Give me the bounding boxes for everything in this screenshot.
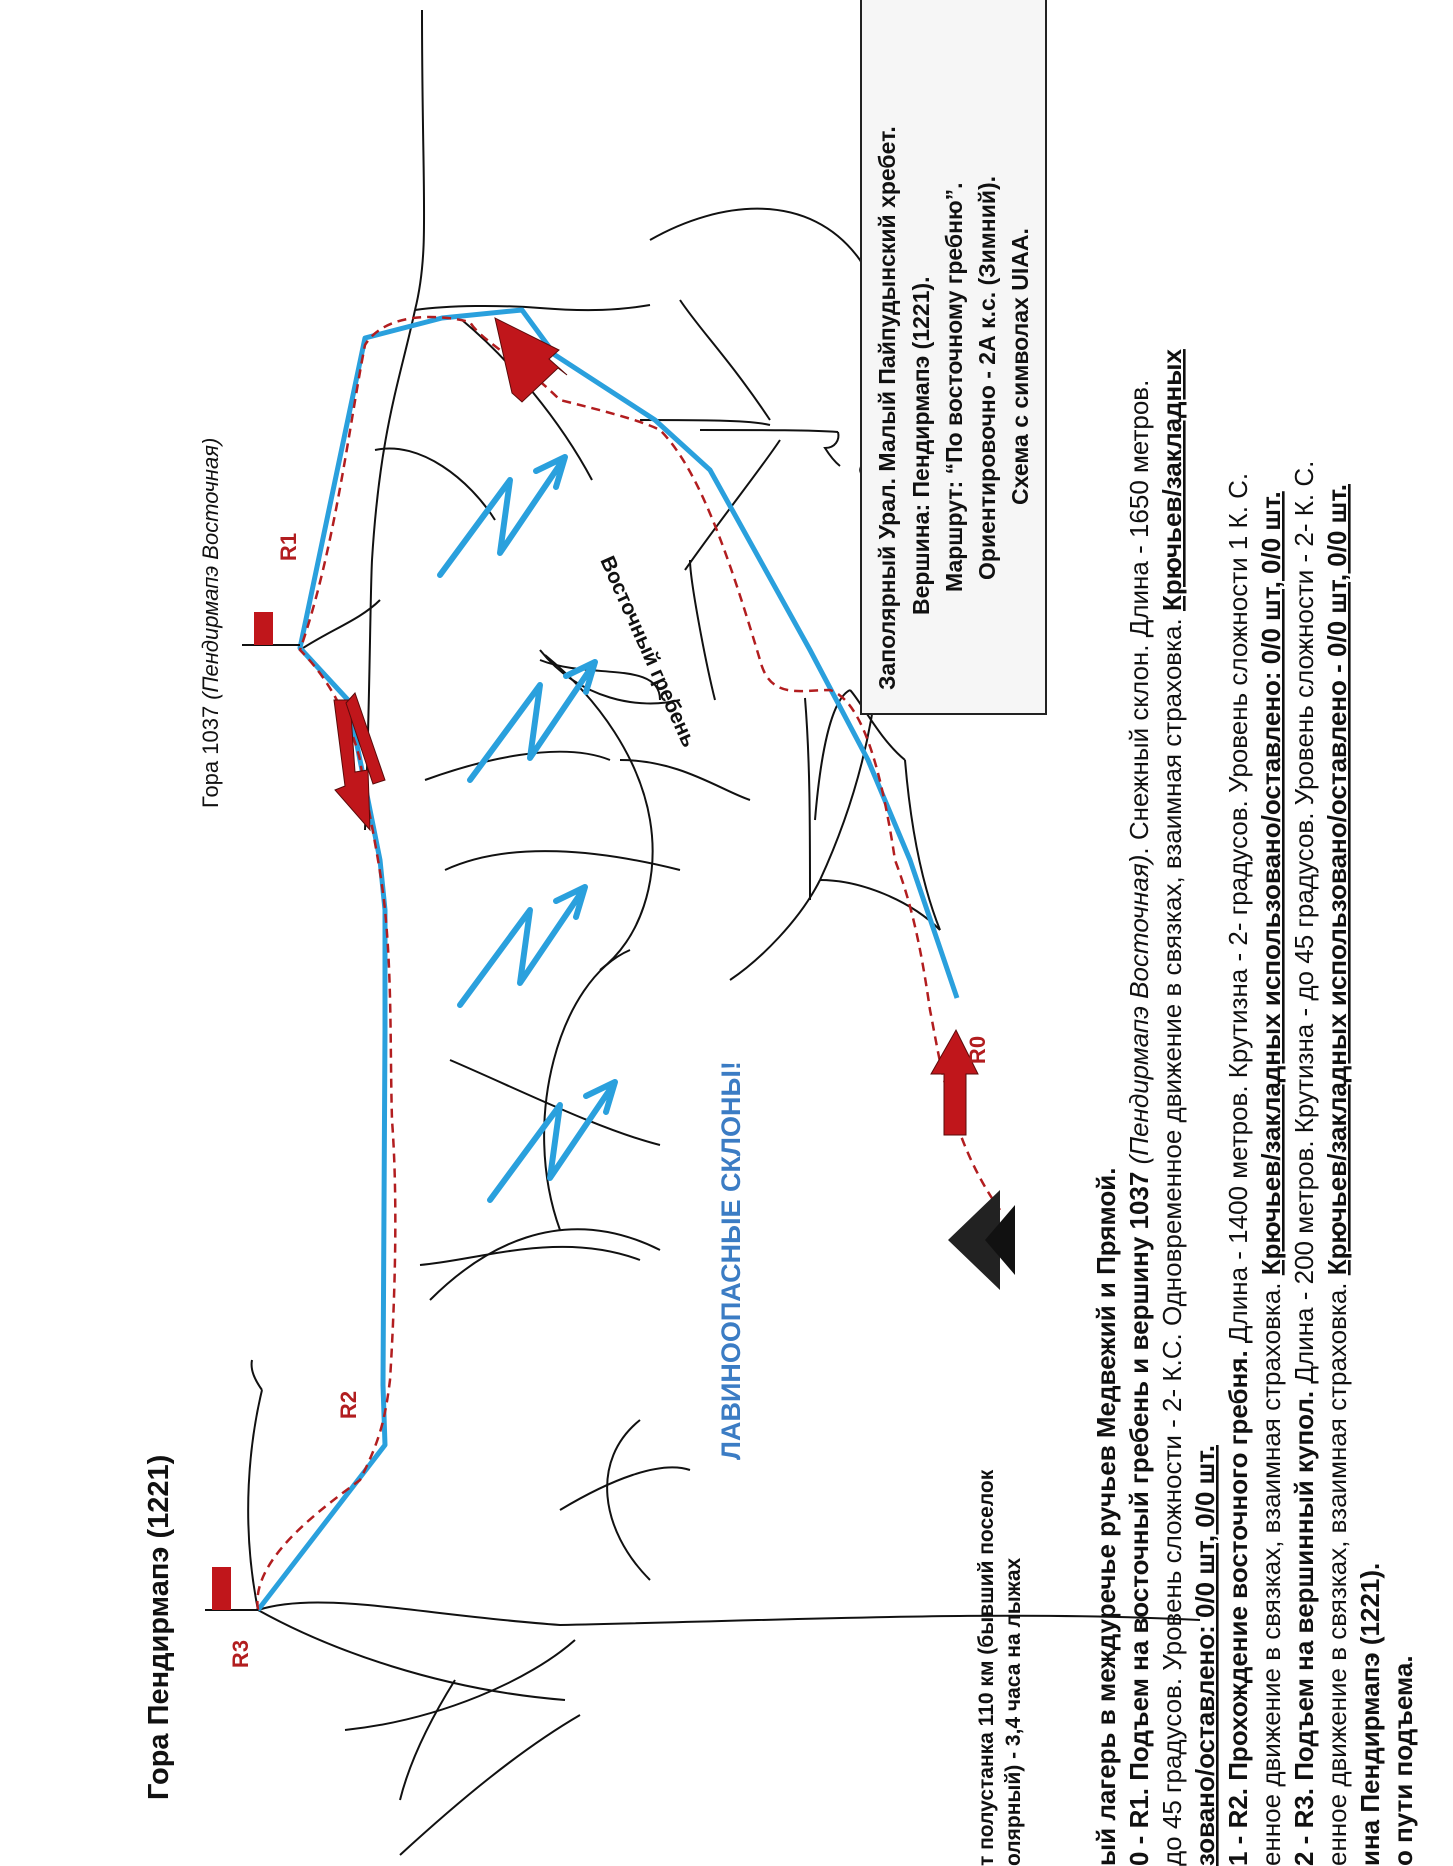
desc-line-2-rest: . Снежный склон. Длина - 1650 метров.: [1124, 379, 1154, 855]
terrain-lines: [248, 10, 1200, 1855]
avalanche-arrows: [440, 457, 615, 1200]
desc-line-3-text: до 45 градусов. Уровень сложности - 2- К.С. Одновременное движение в связках, взаимная страховка.: [1157, 611, 1187, 1866]
desc-line-9: ина Пендирмапэ (1221).: [1355, 1562, 1385, 1866]
base-camp-marker: [948, 1190, 1015, 1290]
marker-r0: R0: [965, 1035, 990, 1065]
marker-r2: R2: [336, 1390, 361, 1420]
marker-r1: R1: [276, 532, 301, 562]
marker-r3: R3: [228, 1639, 253, 1669]
info-line-1: Заполярный Урал. Малый Пайпудынский хребет.: [874, 126, 900, 690]
info-line-2: Вершина: Пендирмапэ (1221).: [908, 276, 934, 615]
desc-line-6-text: енное движение в связках, взаимная страховка.: [1256, 1275, 1286, 1866]
desc-line-3: [1157, 349, 1187, 1866]
desc-line-2-italic: (Пендирмапэ Восточная): [1124, 854, 1154, 1172]
info-line-5: Схема с символах UIAA.: [1007, 228, 1033, 505]
desc-line-2-bold: 0 - R1. Подъем на восточный гребень и вершину 1037: [1124, 1171, 1154, 1866]
desc-line-7-text: Длина - 200 метров. Крутизна - до 45 градусов. Уровень сложности - 2- К. С.: [1289, 460, 1319, 1391]
desc-line-8-text: енное движение в связках, взаимная страховка.: [1322, 1275, 1352, 1866]
ascent-line: [258, 310, 957, 1610]
info-line-4: Ориентировочно - 2А к.с. (Зимний).: [974, 175, 1000, 580]
summit-flag-r1: [242, 612, 300, 645]
avalanche-warning: ЛАВИНООПАСНЫЕ СКЛОНЫ!: [716, 1061, 746, 1460]
route-description: [1091, 349, 1418, 1866]
desc-line-3-bold: Крючьев/закладных: [1157, 349, 1187, 612]
desc-line-7: [1289, 461, 1319, 1866]
desc-line-4: зовано/оставлено: 0/0 шт, 0/0 шт.: [1190, 1445, 1220, 1866]
desc-line-8-bold: Крючьев/закладных использовано/оставлено - 0/0 шт, 0/0 шт.: [1322, 484, 1352, 1276]
approach-line-1: т полустанка 110 км (бывший поселок: [975, 1469, 998, 1866]
summit-flag-r3: [205, 1567, 258, 1610]
main-peak-title: Гора Пендирмапэ (1221): [143, 1454, 175, 1800]
secondary-peak-alias: (Пендирмапэ Восточная): [198, 437, 223, 700]
desc-line-5-bold: 1 - R2. Прохождение восточного гребня.: [1223, 1350, 1253, 1866]
desc-line-1: ый лагерь в междуречье ручьев Медвежий и Прямой.: [1091, 1167, 1121, 1866]
desc-line-2: [1124, 380, 1154, 1866]
secondary-peak-title: [198, 438, 223, 808]
desc-line-5-text: Длина - 1400 метров. Крутизна - 2- градусов. Уровень сложности 1 К. С.: [1223, 472, 1253, 1351]
ridge-label: Восточный гребень: [595, 552, 701, 751]
desc-line-5: [1223, 473, 1253, 1866]
approach-line-2: олярный) - 3,4 часа на лыжах: [1002, 1557, 1025, 1866]
info-line-3: Маршрут: “По восточному гребню”.: [941, 182, 967, 592]
desc-line-7-bold: 2 - R3. Подъем на вершинный купол.: [1289, 1390, 1319, 1866]
desc-line-8: [1322, 484, 1352, 1866]
route-info-box: [861, 0, 1046, 714]
desc-line-6-bold: Крючьев/закладных использовано/оставлено: 0/0 шт, 0/0 шт.: [1256, 491, 1286, 1276]
desc-line-10: о пути подъема.: [1388, 1655, 1418, 1866]
secondary-peak-name: Гора 1037: [198, 705, 223, 808]
desc-line-6: [1256, 491, 1286, 1866]
